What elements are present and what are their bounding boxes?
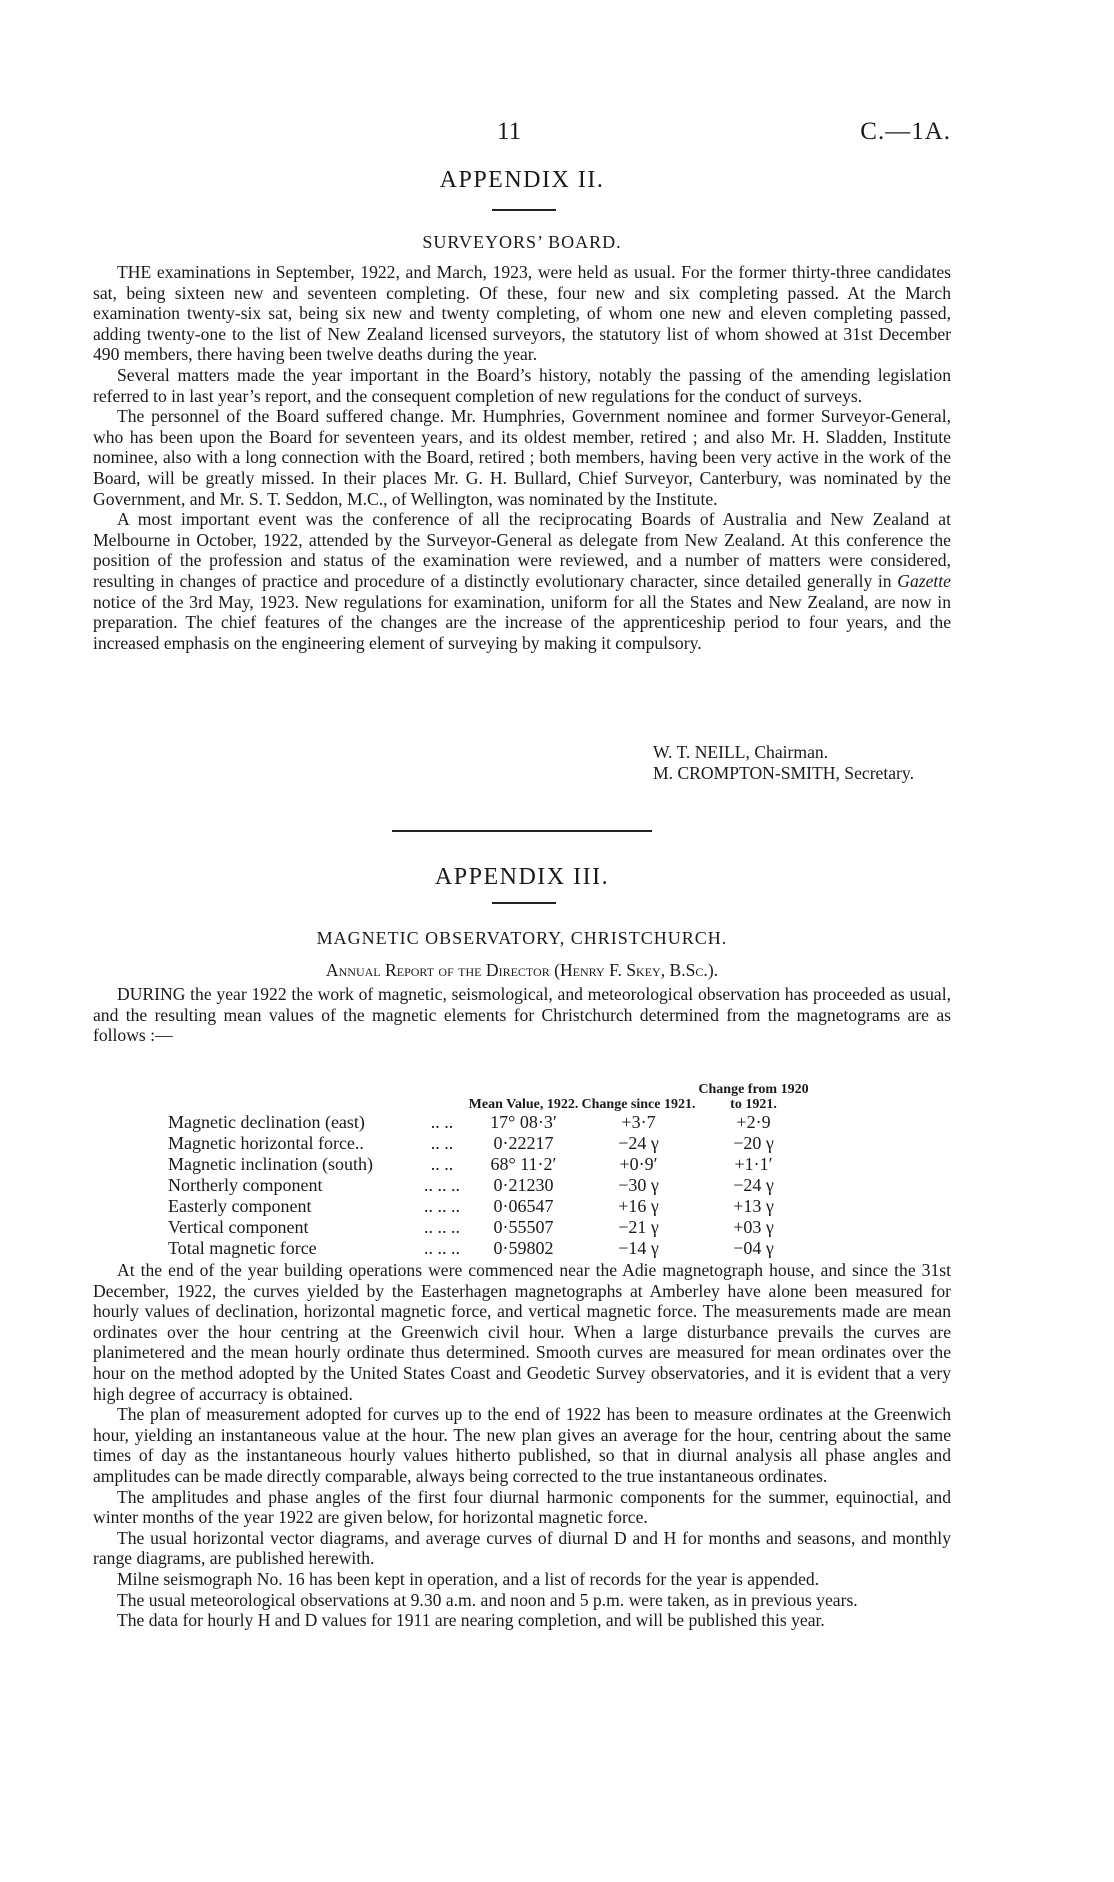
paragraph: Several matters made the year important in the Board’s history, notably the passing of the amending legislation referred to in last year’s report, and the consequent completion of new regulations for the conduct of surveys. [93, 364, 951, 406]
paragraph: The amplitudes and phase angles of the first four diurnal harmonic components for the summer, equinoctial, and winter months of the year 1922 are given below, for horizontal magnetic force. [93, 1486, 951, 1528]
leader-dots: .. .. [430, 1112, 454, 1132]
table-header-row [168, 1082, 811, 1112]
leader-dots: .. .. .. [424, 1217, 460, 1237]
paragraph-text: A most important event was the conference of all the reciprocating Boards of Australia and New Zealand at Melbourne in October, 1922, attended by the Surveyor-General as delegate from New Zealand. At this conference the position of the profession and status of the examination were reviewed, and a number of matters were considered, resulting in changes of practice and procedure of a distinctly evolutionary character, since detailed generally in [93, 509, 951, 591]
row-label: Vertical component [168, 1217, 309, 1237]
signature-chairman [653, 742, 828, 763]
column-header: Mean Value, 1922. [468, 1097, 579, 1112]
signature-secretary [653, 763, 914, 784]
page-header [93, 118, 951, 158]
paragraph: The usual horizontal vector diagrams, and average curves of diurnal D and H for months and seasons, and monthly range diagrams, are published herewith. [93, 1527, 951, 1569]
paragraph: The usual meteorological observations at 9.30 a.m. and noon and 5 p.m. were taken, as in previous years. [117, 1589, 858, 1610]
director-name: (Henry F. Skey, B.Sc.). [549, 960, 719, 980]
heading-rule [492, 902, 556, 904]
mean-value: 17° 08·3′ [490, 1112, 557, 1132]
magnetic-observatory-title: MAGNETIC OBSERVATORY, CHRISTCHURCH. [316, 928, 728, 948]
signatory-name: M. CROMPTON-SMITH, [653, 763, 840, 783]
table-row [168, 1238, 811, 1259]
subtitle-text: Annual Report of the Director [325, 960, 550, 980]
paragraph [93, 509, 951, 653]
section-divider [392, 830, 652, 832]
table-row [168, 1154, 811, 1175]
paragraph: DURING the year 1922 the work of magnetic, seismological, and meteorological observation has proceeded as usual, and the resulting mean values of the magnetic elements for Christchurch determined from the magnetograms are as follows :— [93, 984, 951, 1046]
change-since: +3·7 [621, 1112, 656, 1132]
mean-value: 0·06547 [493, 1196, 554, 1216]
change-from: −04 γ [733, 1238, 774, 1258]
surveyors-board-text [93, 262, 951, 653]
change-since: −14 γ [618, 1238, 659, 1258]
leader-dots: .. .. .. [424, 1238, 460, 1258]
leader-dots: .. .. [430, 1154, 454, 1174]
row-label: Magnetic declination (east) [168, 1112, 365, 1132]
leader-dots: .. .. [430, 1133, 454, 1153]
mean-value: 0·55507 [493, 1217, 554, 1237]
change-since: +0·9′ [619, 1154, 658, 1174]
row-label: Northerly component [168, 1175, 323, 1195]
signatory-role: Secretary. [839, 763, 914, 783]
signatory-role: Chairman. [749, 742, 829, 762]
table-row [168, 1133, 811, 1154]
change-from: −24 γ [733, 1175, 774, 1195]
table-row [168, 1175, 811, 1196]
surveyors-board-title: SURVEYORS’ BOARD. [422, 232, 622, 252]
row-label: Magnetic horizontal force.. [168, 1133, 364, 1153]
observatory-report-text [93, 1260, 951, 1631]
column-header: Change since 1921. [581, 1097, 696, 1112]
change-from: +1·1′ [734, 1154, 773, 1174]
change-since: −21 γ [618, 1217, 659, 1237]
signatory-name: W. T. NEILL, [653, 742, 750, 762]
table-row [168, 1217, 811, 1238]
table-row [168, 1196, 811, 1217]
paragraph: THE examinations in September, 1922, and March, 1923, were held as usual. For the former thirty-three candidates sat, being sixteen new and seventeen completing. Of these, four new and six completing passed. At the March examination twenty-six sat, being six new and twenty completing, of whom one new and eleven completing passed, adding twenty-one to the list of New Zealand licensed surveyors, the statutory list of whom showed at 31st December 490 members, there having been twelve deaths during the year. [93, 262, 951, 365]
mean-value: 0·22217 [493, 1133, 554, 1153]
table-row [168, 1112, 811, 1133]
change-from: −20 γ [733, 1133, 774, 1153]
change-from: +2·9 [736, 1112, 771, 1132]
appendix-ii-heading: APPENDIX II. [439, 167, 605, 193]
document-reference: C.—1A. [860, 118, 951, 145]
leader-dots: .. .. .. [424, 1175, 460, 1195]
change-from: +03 γ [733, 1217, 774, 1237]
mean-value: 0·59802 [493, 1238, 554, 1258]
change-since: −30 γ [618, 1175, 659, 1195]
gazette-italic: Gazette [897, 570, 951, 591]
change-from: +13 γ [733, 1196, 774, 1216]
appendix-iii-heading: APPENDIX III. [434, 864, 610, 890]
row-label: Easterly component [168, 1196, 312, 1216]
leader-dots: .. .. .. [424, 1196, 460, 1216]
paragraph: The data for hourly H and D values for 1911 are nearing completion, and will be published this year. [117, 1610, 825, 1631]
column-header: Change from 1920 to 1921. [698, 1082, 809, 1112]
paragraph-text: notice of the 3rd May, 1923. New regulations for examination, uniform for all the States and New Zealand, are now in preparation. The chief features of the changes are the increase of the apprenticeship period to four years, and the increased emphasis on the engineering element of surveying by making it compulsory. [93, 591, 951, 653]
heading-rule [492, 209, 556, 211]
paragraph: The plan of measurement adopted for curves up to the end of 1922 has been to measure ordinates at the Greenwich hour, yielding an instantaneous value at the hour. The new plan gives an average for the hour, centring about the same times of day as the instantaneous hourly values hitherto published, so that in diurnal analysis all phase angles and amplitudes can be made directly comparable, always being corrected to the true instantaneous ordinates. [93, 1404, 951, 1486]
mean-value: 68° 11·2′ [490, 1154, 557, 1174]
change-since: +16 γ [618, 1196, 659, 1216]
report-subtitle [93, 960, 951, 981]
row-label: Total magnetic force [168, 1238, 317, 1258]
paragraph: The personnel of the Board suffered change. Mr. Humphries, Government nominee and former Surveyor-General, who has been upon the Board for seventeen years, and its oldest member, retired ; and also Mr. H. Sladden, Institute nominee, also with a long connection with the Board, retired ; both members, having been very active in the work of the Board, will be greatly missed. In their places Mr. G. H. Bullard, Chief Surveyor, Canterbury, was nominated by the Government, and Mr. S. T. Seddon, M.C., of Wellington, was nominated by the Institute. [93, 406, 951, 509]
row-label: Magnetic inclination (south) [168, 1154, 373, 1174]
intro-paragraph [93, 984, 951, 1046]
change-since: −24 γ [618, 1133, 659, 1153]
page-number: 11 [497, 118, 522, 145]
paragraph: Milne seismograph No. 16 has been kept in operation, and a list of records for the year is appended. [117, 1568, 820, 1589]
paragraph: At the end of the year building operations were commenced near the Adie magnetograph house, and since the 31st December, 1922, the curves yielded by the Easterhagen magnetographs at Amberley have alone been measured for hourly values of declination, horizontal magnetic force, and vertical magnetic force. The measurements made are mean ordinates over the hour centring at the Greenwich civil hour. When a large disturbance prevails the curves are planimetered and the mean hourly ordinate thus determined. Smooth curves are measured for mean ordinates over the hour on the method adopted by the United States Coast and Geodetic Survey observatories, and it is evident that a very high degree of accurracy is obtained. [93, 1260, 951, 1404]
magnetic-elements-table [168, 1082, 811, 1259]
mean-value: 0·21230 [493, 1175, 554, 1195]
